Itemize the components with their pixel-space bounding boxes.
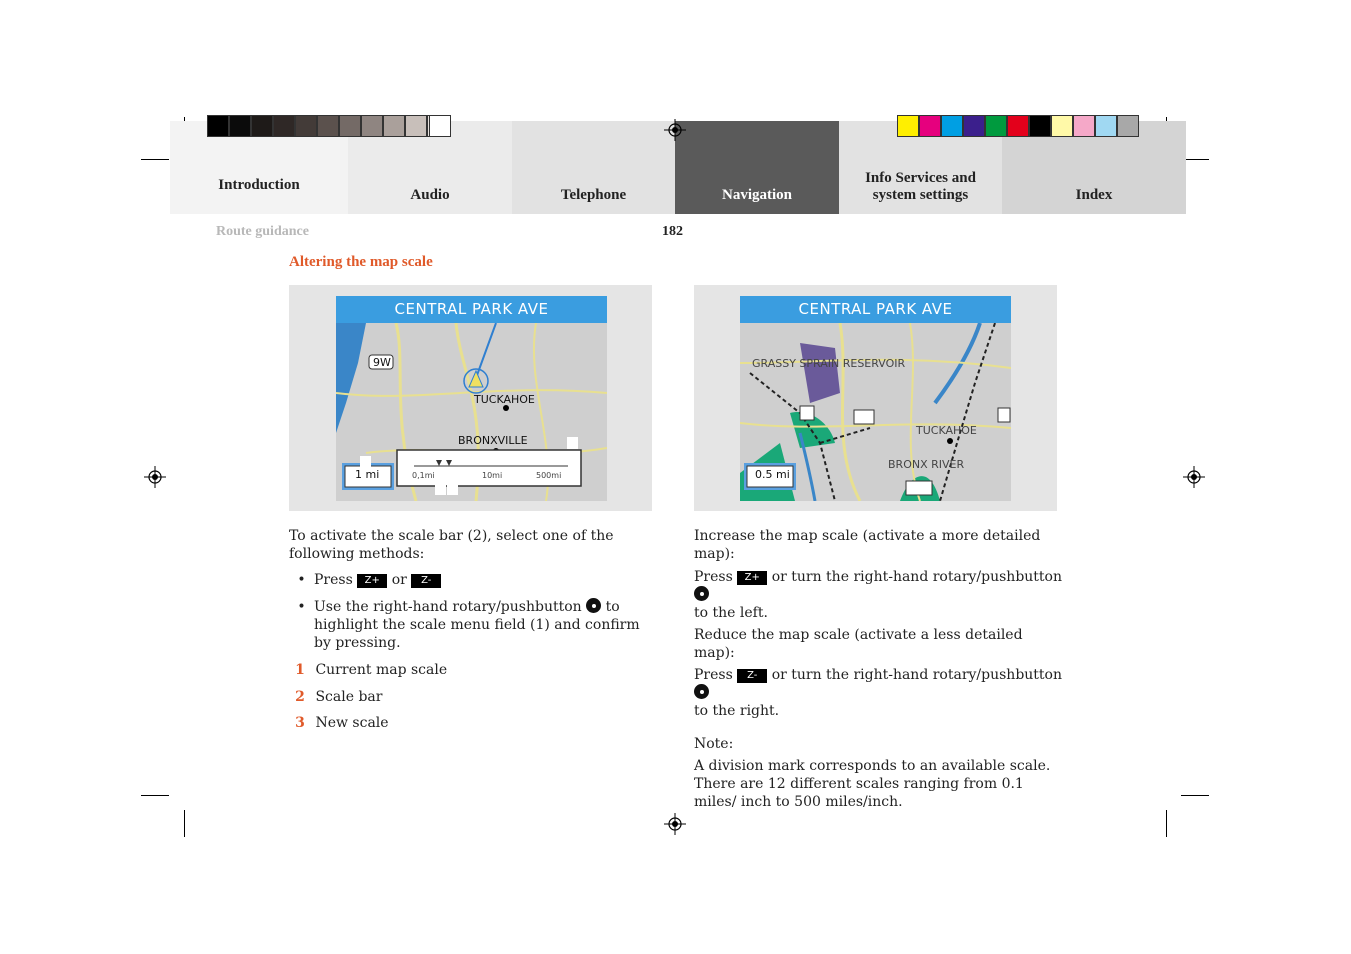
legend-number: 1	[295, 662, 305, 678]
bullet-dot: •	[297, 572, 306, 588]
left-column	[289, 527, 659, 732]
color-swatch	[1073, 115, 1095, 137]
instruction-text: to the right.	[694, 703, 780, 719]
zoom-out-key-icon: Z-	[737, 669, 767, 683]
tab-label: Audio	[410, 187, 450, 203]
route-shield: 9W	[373, 356, 391, 369]
color-swatch	[919, 115, 941, 137]
instruction-text: or turn the right-hand rotary/pushbutton	[771, 569, 1063, 585]
registration-mark-icon	[144, 466, 166, 488]
gray-swatch	[273, 115, 295, 137]
crop-mark	[141, 795, 169, 796]
instruction-text: or turn the right-hand rotary/pushbutton	[771, 667, 1063, 683]
bullet-text: Press	[314, 572, 353, 588]
instruction-text: to the left.	[694, 605, 768, 621]
crop-mark	[1181, 795, 1209, 796]
color-swatch	[1095, 115, 1117, 137]
note-text: A division mark corresponds to an available scale. There are 12 different scales ranging from 0.1 miles/ inch to 500 miles/inch.	[694, 758, 1051, 810]
registration-mark-icon	[664, 813, 686, 835]
callout-marker	[360, 456, 371, 468]
intro-paragraph: To activate the scale bar (2), select one of the following methods:	[289, 528, 614, 562]
color-swatch	[985, 115, 1007, 137]
map-place-label: BRONXVILLE	[458, 434, 528, 447]
scale-box-label: 1 mi	[355, 468, 380, 481]
map-street-title: CENTRAL PARK AVE	[740, 296, 1011, 323]
crop-mark	[141, 159, 169, 160]
legend-item	[289, 661, 659, 679]
map-place-label: TUCKAHOE	[474, 393, 535, 406]
page-title: Altering the map scale	[289, 254, 433, 270]
right-column	[694, 527, 1064, 811]
map-place-label: GRASSY SPRAIN RESERVOIR	[752, 357, 906, 370]
registration-mark-icon	[1183, 466, 1205, 488]
map-place-label: BRONX RIVER	[888, 458, 965, 471]
section-label: Route guidance	[216, 224, 309, 239]
gray-swatch	[295, 115, 317, 137]
color-swatch	[897, 115, 919, 137]
scale-box-label: 0.5 mi	[755, 468, 790, 481]
tab-label: Telephone	[560, 187, 627, 203]
callout-marker	[447, 483, 458, 495]
tab-label-line: Info Services and	[865, 170, 976, 186]
map-place-label: TUCKAHOE	[916, 424, 977, 437]
scale-tick-label: 10mi	[482, 471, 503, 480]
gray-swatch	[383, 115, 405, 137]
bullet-dot: •	[297, 599, 306, 615]
reduce-heading: Reduce the map scale (activate a less detailed map):	[694, 627, 1023, 661]
bullet-text	[314, 598, 654, 652]
map-figure-1	[289, 285, 652, 511]
legend-number: 3	[295, 715, 305, 731]
gray-swatch	[229, 115, 251, 137]
rotary-pushbutton-icon	[694, 586, 709, 601]
instruction-text: Press	[694, 569, 733, 585]
tab-label	[865, 170, 976, 204]
zoom-out-key-icon: Z-	[411, 574, 441, 588]
tab-telephone[interactable]	[512, 121, 675, 214]
map-canvas	[740, 323, 1011, 501]
scale-tick-label: 500mi	[536, 471, 562, 480]
bullet-item	[289, 571, 659, 589]
bullet-text-part: Use the right-hand rotary/pushbutton	[314, 599, 582, 615]
reduce-instructions	[694, 666, 1064, 720]
gray-swatch	[251, 115, 273, 137]
registration-mark-icon	[664, 119, 686, 141]
increase-instructions	[694, 568, 1064, 622]
rotary-pushbutton-icon	[586, 598, 601, 613]
crop-mark	[184, 810, 185, 837]
gray-swatch	[339, 115, 361, 137]
color-swatch	[1117, 115, 1139, 137]
tab-navigation[interactable]	[675, 121, 839, 214]
gray-swatch	[429, 115, 451, 137]
note-label: Note:	[694, 736, 734, 752]
gray-swatch	[361, 115, 383, 137]
tab-label-line: system settings	[872, 187, 969, 203]
tab-label: Index	[1075, 187, 1113, 203]
callout-marker	[435, 483, 446, 495]
gray-swatch	[317, 115, 339, 137]
legend-item	[289, 688, 659, 706]
gray-swatch	[207, 115, 229, 137]
legend-text: Current map scale	[315, 662, 448, 678]
tab-label: Introduction	[218, 177, 300, 193]
map-figure-2	[694, 285, 1057, 511]
bullet-text: or	[391, 572, 407, 588]
color-swatch	[1051, 115, 1073, 137]
map-screen	[740, 296, 1011, 501]
increase-heading: Increase the map scale (activate a more detailed map):	[694, 528, 1041, 562]
bullet-item	[289, 598, 659, 652]
legend-text: Scale bar	[315, 689, 383, 705]
page-number: 182	[662, 224, 683, 239]
color-swatch	[963, 115, 985, 137]
gray-swatch	[405, 115, 427, 137]
instruction-text: Press	[694, 667, 733, 683]
legend-text: New scale	[315, 715, 389, 731]
rotary-pushbutton-icon	[694, 684, 709, 699]
bullet-text-part: to highlight the scale menu field (1) and confirm by pressing.	[314, 599, 640, 651]
legend-item	[289, 714, 659, 732]
map-street-title: CENTRAL PARK AVE	[336, 296, 607, 323]
crop-mark	[1166, 810, 1167, 837]
callout-marker	[567, 437, 578, 449]
color-swatch	[1029, 115, 1051, 137]
scale-tick-label: 0,1mi	[412, 471, 435, 480]
zoom-in-key-icon: Z+	[357, 574, 387, 588]
map-canvas	[336, 323, 607, 501]
map-screen	[336, 296, 607, 501]
tab-label: Navigation	[721, 187, 792, 203]
color-swatch	[941, 115, 963, 137]
color-swatch	[1007, 115, 1029, 137]
zoom-in-key-icon: Z+	[737, 571, 767, 585]
legend-number: 2	[295, 689, 305, 705]
